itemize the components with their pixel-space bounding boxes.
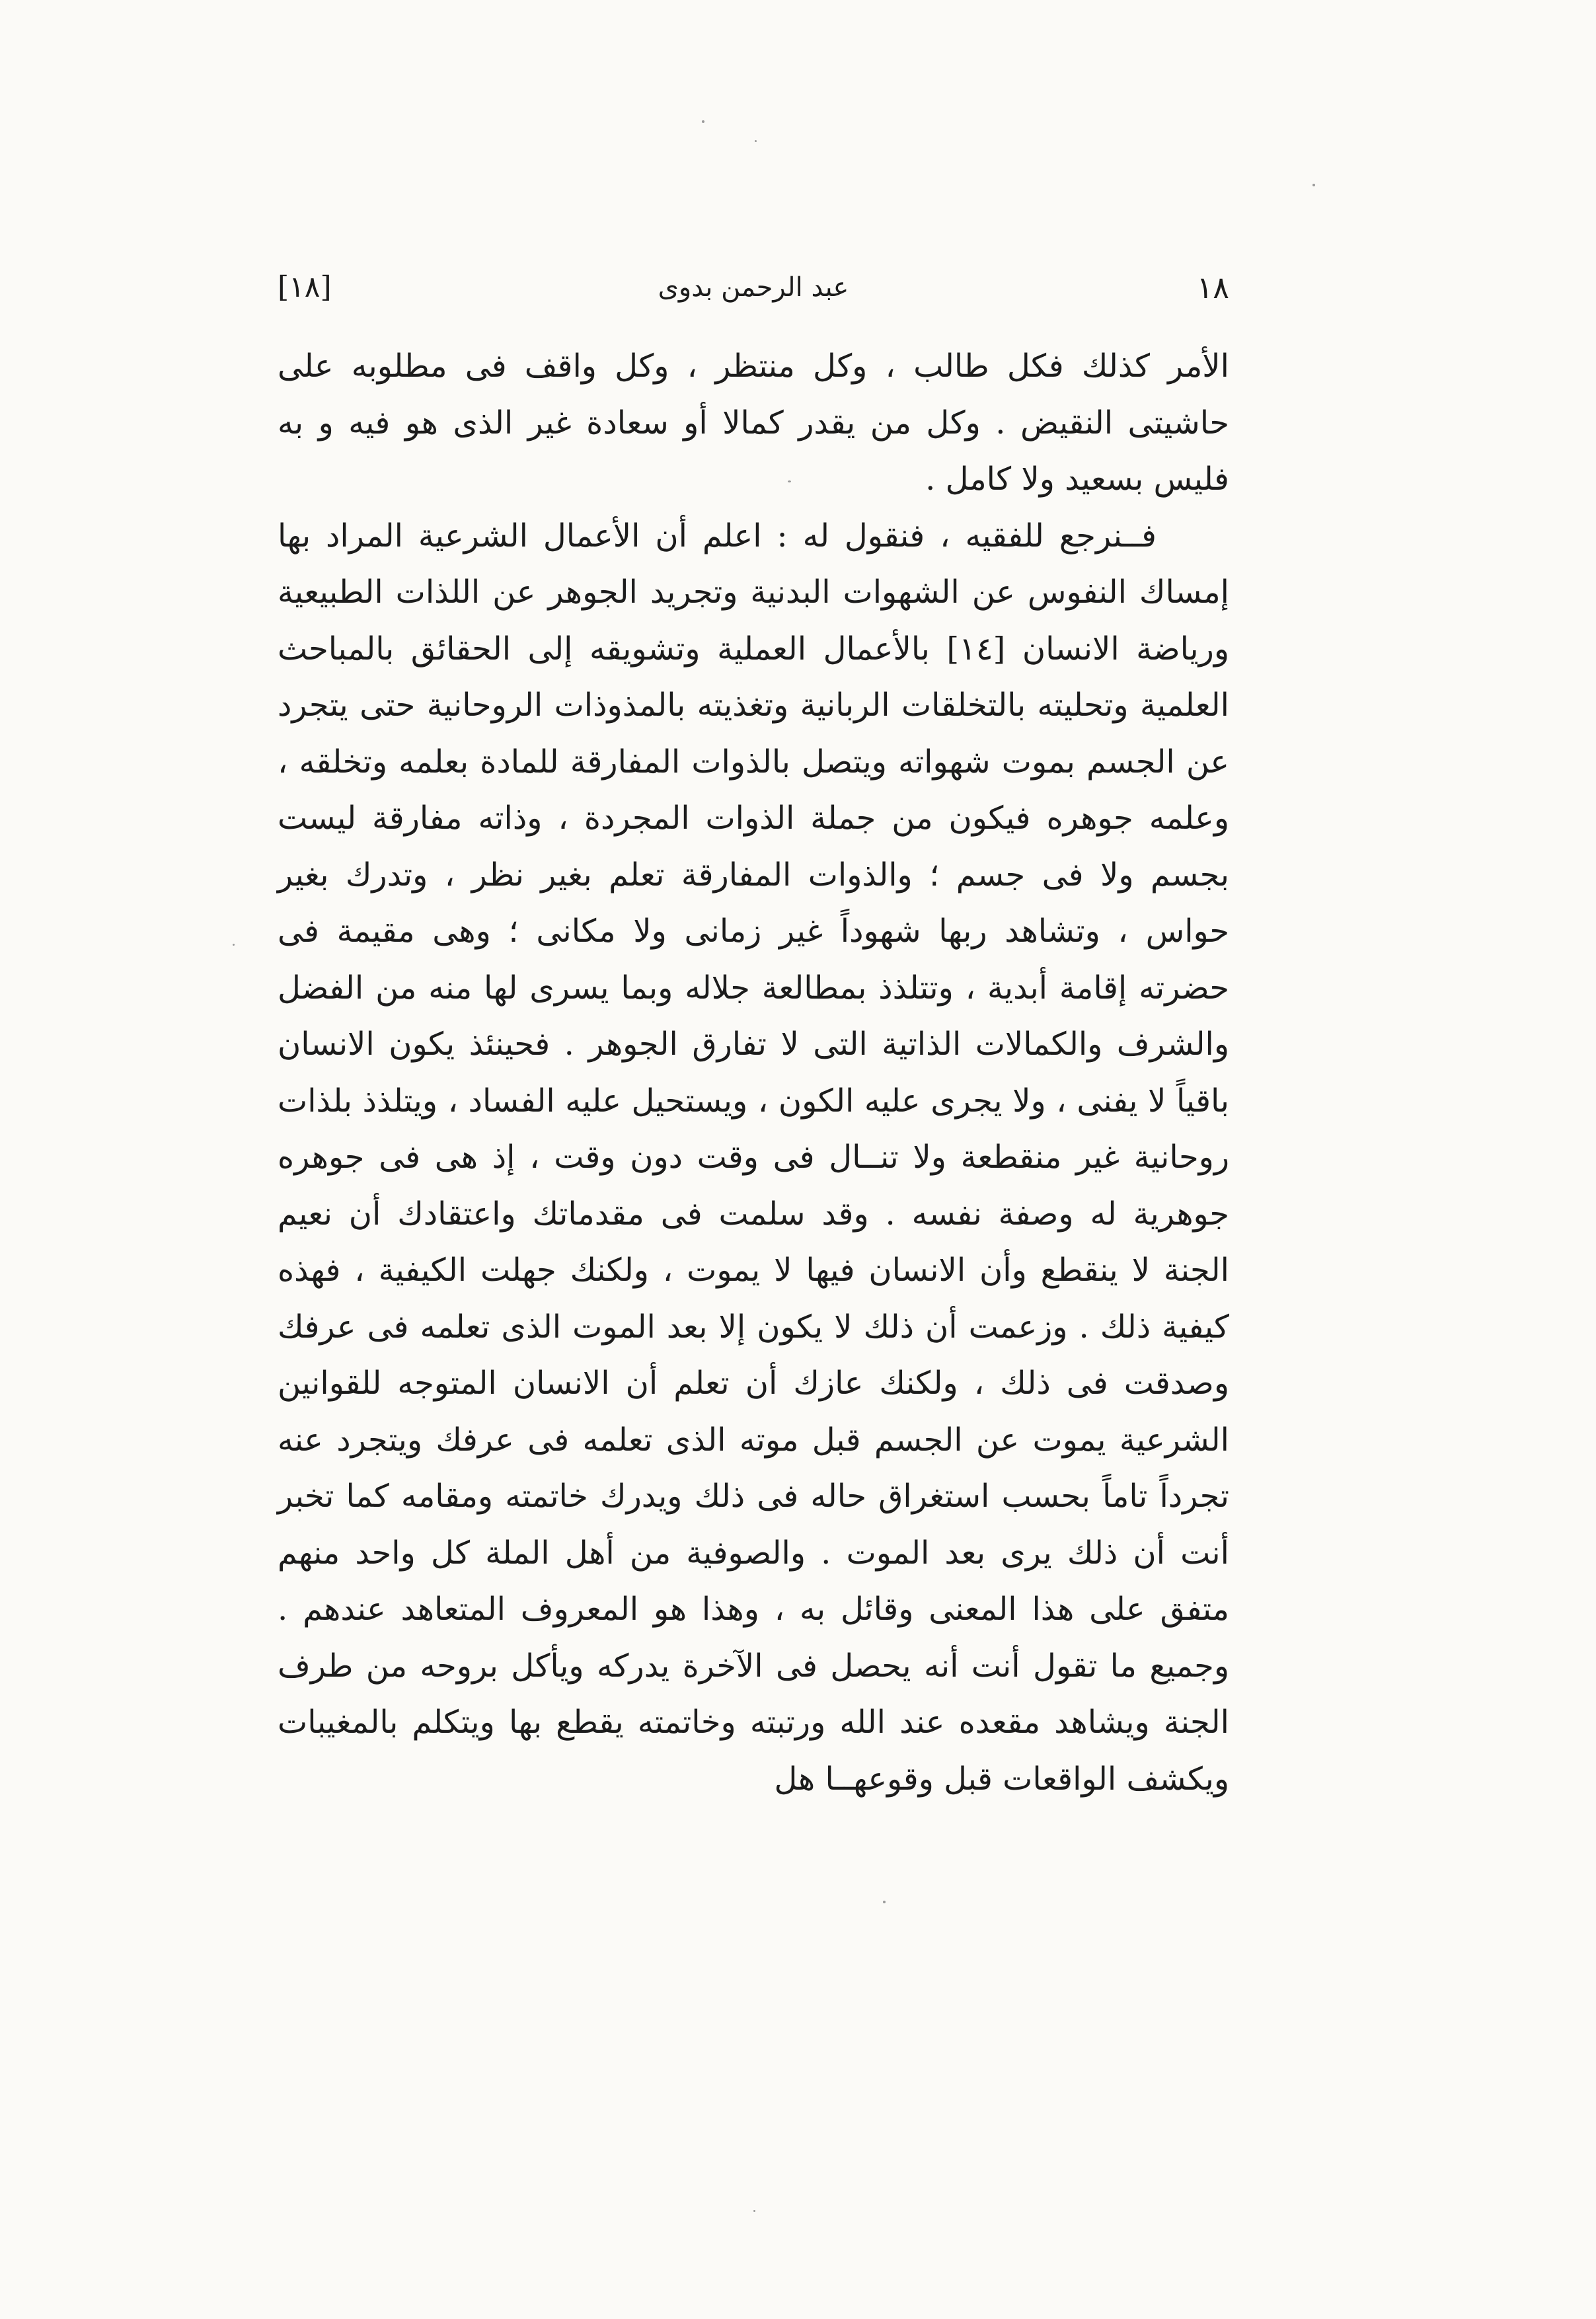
body-text [278, 338, 1229, 1807]
scan-speck [1312, 184, 1315, 186]
paragraph: فــنرجع للفقيه ، فنقول له : اعلم أن الأعمال الشرعية المراد بها إمساك النفوس عن الشهوات البدنية وتجريد الجوهر عن اللذات الطبيعية ورياضة الانسان [١٤] بالأعمال العملية وتشويقه إلى الحقائق بالمباحث العلمية وتحليته بالتخلقات الربانية وتغذيته بالمذوذات الروحانية حتى يتجرد عن الجسم بموت شهواته ويتصل بالذوات المفارقة للمادة بعلمه وتخلقه ، وعلمه جوهره فيكون من جملة الذوات المجردة ، وذاته مفارقة ليست بجسم ولا فى جسم ؛ والذوات المفارقة تعلم بغير نظر ، وتدرك بغير حواس ، وتشاهد ربها شهوداً غير زمانى ولا مكانى ؛ وهى مقيمة فى حضرته إقامة أبدية ، وتتلذذ بمطالعة جلاله وبما يسرى لها منه من الفضل والشرف والكمالات الذاتية التى لا تفارق الجوهر . فحينئذ يكون الانسان باقياً لا يفنى ، ولا يجرى عليه الكون ، ويستحيل عليه الفساد ، ويتلذذ بلذات روحانية غير منقطعة ولا تنــال فى وقت دون وقت ، إذ هى فى جوهره جوهرية له وصفة نفسه . وقد سلمت فى مقدماتك واعتقادك أن نعيم الجنة لا ينقطع وأن الانسان فيها لا يموت ، ولكنك جهلت الكيفية ، فهذه كيفية ذلك . وزعمت أن ذلك لا يكون إلا بعد الموت الذى تعلمه فى عرفك وصدقت فى ذلك ، ولكنك عازك أن تعلم أن الانسان المتوجه للقوانين الشرعية يموت عن الجسم قبل موته الذى تعلمه فى عرفك ويتجرد عنه تجرداً تاماً بحسب استغراق حاله فى ذلك ويدرك خاتمته ومقامه كما تخبر أنت أن ذلك يرى بعد الموت . والصوفية من أهل الملة كل واحد منهم متفق على هذا المعنى وقائل به ، وهذا هو المعروف المتعاهد عندهم . وجميع ما تقول أنت أنه يحصل فى الآخرة يدركه ويأكل بروحه من طرف الجنة ويشاهد مقعده عند الله ورتبته وخاتمته يقطع بها ويتكلم بالمغيبات ويكشف الواقعات قبل وقوعهــا هل [278, 517, 1230, 1798]
original-page-marker: [١٨] [278, 270, 332, 304]
scan-speck [702, 120, 704, 123]
paragraph: الأمر كذلك فكل طالب ، وكل منتظر ، وكل واقف فى مطلوبه على حاشيتى النقيض . وكل من يقدر كمالا أو سعادة غير الذى هو فيه و به فليس بسعيد ولا كامل . [278, 348, 1229, 498]
scan-speck [755, 140, 757, 142]
scan-speck [753, 2210, 755, 2212]
header-title: عبد الرحمن بدوى [658, 272, 849, 303]
page-number: ١٨ [1196, 270, 1229, 305]
running-head [278, 261, 1229, 314]
scan-speck [788, 480, 791, 482]
scan-speck [233, 944, 235, 946]
scan-speck [883, 1901, 886, 1903]
